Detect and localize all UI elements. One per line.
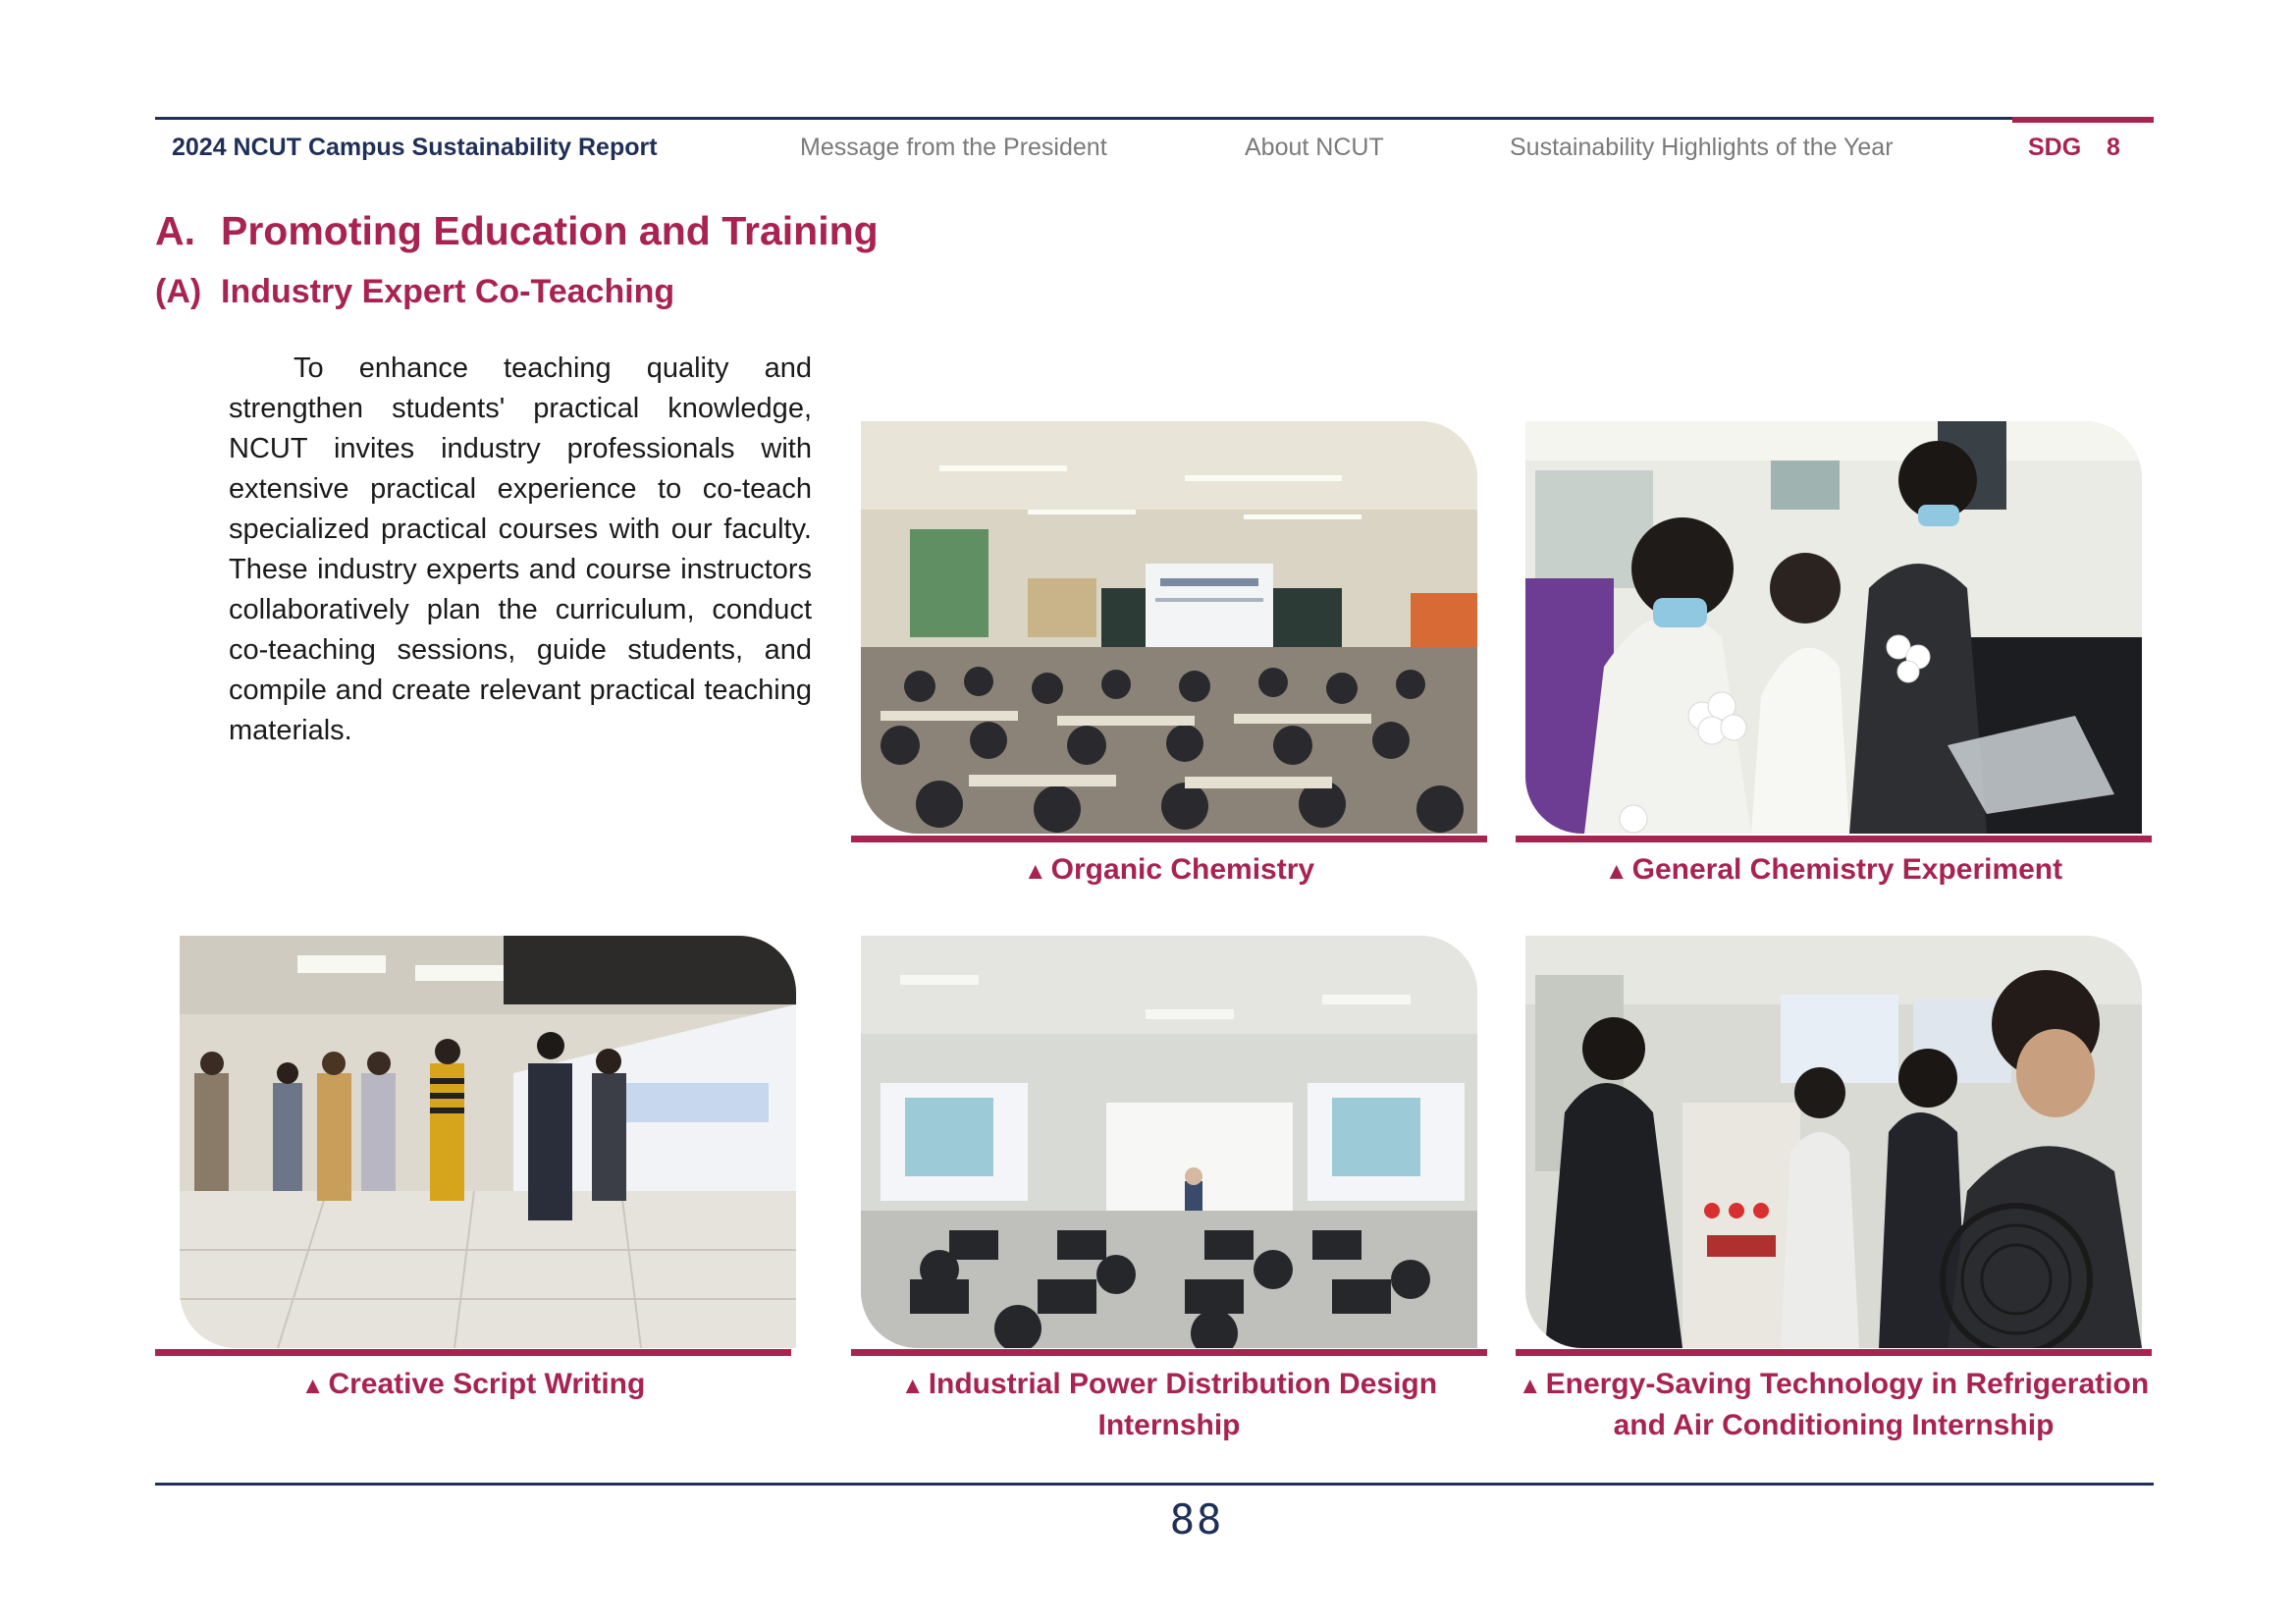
sdg-number: 8	[2107, 134, 2120, 161]
report-title: 2024 NCUT Campus Sustainability Report	[172, 134, 658, 161]
section-heading	[155, 208, 879, 254]
caption-rule-4	[851, 1349, 1487, 1356]
nav-message-from-president[interactable]: Message from the President	[800, 134, 1107, 161]
nav-sustainability-highlights[interactable]: Sustainability Highlights of the Year	[1510, 134, 1894, 161]
subsection-number: (A)	[155, 273, 202, 310]
header-rule	[155, 117, 2154, 120]
photo-organic-chemistry	[861, 421, 1477, 834]
body-paragraph: To enhance teaching quality and strengthen students' practical knowledge, NCUT invites industry professionals with extensive practical experience to co-teach specialized practical courses with our faculty. These industry experts and course instructors collaboratively plan the curriculum, conduct co-teaching sessions, guide students, and compile and create relevant practical teaching materials.	[229, 352, 812, 746]
caption-rule-3	[155, 1349, 791, 1356]
photo-energy-saving-refrigeration	[1525, 936, 2142, 1348]
caption-industrial-power-distribution: ▲ Industrial Power Distribution Design Internship	[900, 1368, 1438, 1441]
caption-rule-5	[1516, 1349, 2152, 1356]
section-title: Promoting Education and Training	[221, 208, 879, 253]
caption-rule-1	[851, 836, 1487, 842]
nav-about-ncut[interactable]: About NCUT	[1245, 134, 1384, 161]
caption-organic-chemistry: ▲ Organic Chemistry	[1023, 853, 1315, 886]
sdg-accent-rule	[2012, 117, 2154, 123]
section-number: A.	[155, 208, 195, 253]
caption-creative-script-writing: ▲ Creative Script Writing	[300, 1368, 646, 1400]
subsection-title: Industry Expert Co-Teaching	[221, 273, 675, 310]
page-number: 88	[1169, 1495, 1224, 1543]
photo-creative-script-writing	[180, 936, 796, 1348]
caption-energy-saving-refrigeration: ▲ Energy-Saving Technology in Refrigeration and Air Conditioning Internship	[1518, 1368, 2150, 1441]
caption-general-chemistry: ▲ General Chemistry Experiment	[1604, 853, 2063, 886]
sdg-label: SDG	[2028, 134, 2082, 161]
photo-general-chemistry	[1525, 421, 2142, 834]
subsection-heading	[155, 273, 674, 311]
footer-rule	[155, 1483, 2154, 1486]
photo-industrial-power-distribution	[861, 936, 1477, 1348]
caption-rule-2	[1516, 836, 2152, 842]
